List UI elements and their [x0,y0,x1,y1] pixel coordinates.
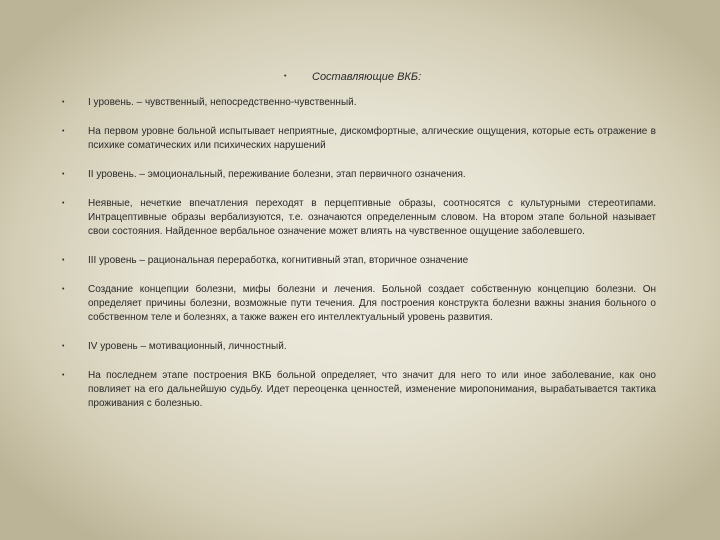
list-item [62,369,656,411]
bullet-icon: • [62,200,65,207]
bullet-icon: • [62,171,65,178]
list-item-text: Неявные, нечеткие впечатления переходят в перцептивные образы, соотносятся с культурными стереотипами. Интрацептивные образы вербализуются, т.е. означаются определенным словом. На втором этапе больной называет свои состояния. Найденное вербальное означение может влиять на чувственное ощущение заболевшего. [88,198,656,237]
bullet-icon: • [62,257,65,264]
bullet-icon: • [62,128,65,135]
bullet-icon: • [62,372,65,379]
list-item-text: I уровень. – чувственный, непосредственно-чувственный. [88,97,357,108]
list-item [62,197,656,239]
list-item-text: III уровень – рациональная переработка, когнитивный этап, вторичное означение [88,255,469,266]
list-item [62,125,656,153]
bullet-icon: • [62,286,65,293]
list-item-text: IV уровень – мотивационный, личностный. [88,341,287,352]
list-item-text: На последнем этапе построения ВКБ больной определяет, что значит для него то или иное заболевание, как оно повлияет на его дальнейшую судьбу. Идет переоценка ценностей, изменение миропонимания, вырабатывается тактика проживания с болезнью. [88,370,656,409]
list-item-text: Создание концепции болезни, мифы болезни и лечения. Больной создает собственную концепцию болезни. Он определяет причины болезни, возможные пути течения. Для построения конструкта болезни важны знания больного о собственном теле и болезнях, а также важен его интеллектуальный уровень развития. [88,284,656,323]
list-item [62,96,656,110]
list-item-text: На первом уровне больной испытывает неприятные, дискомфортные, алгические ощущения, которые есть отражение в психике соматических или психических нарушений [88,126,656,151]
bullet-icon: • [62,343,65,350]
list-item [62,340,656,354]
list-item [62,283,656,325]
slide-title-text: Составляющие ВКБ: [312,71,422,83]
bullet-icon: • [62,99,65,106]
bullet-list [62,96,656,426]
list-item [62,168,656,182]
bullet-icon: • [284,73,287,80]
list-item-text: II уровень. – эмоциональный, переживание болезни, этап первичного означения. [88,169,466,180]
list-item [62,254,656,268]
